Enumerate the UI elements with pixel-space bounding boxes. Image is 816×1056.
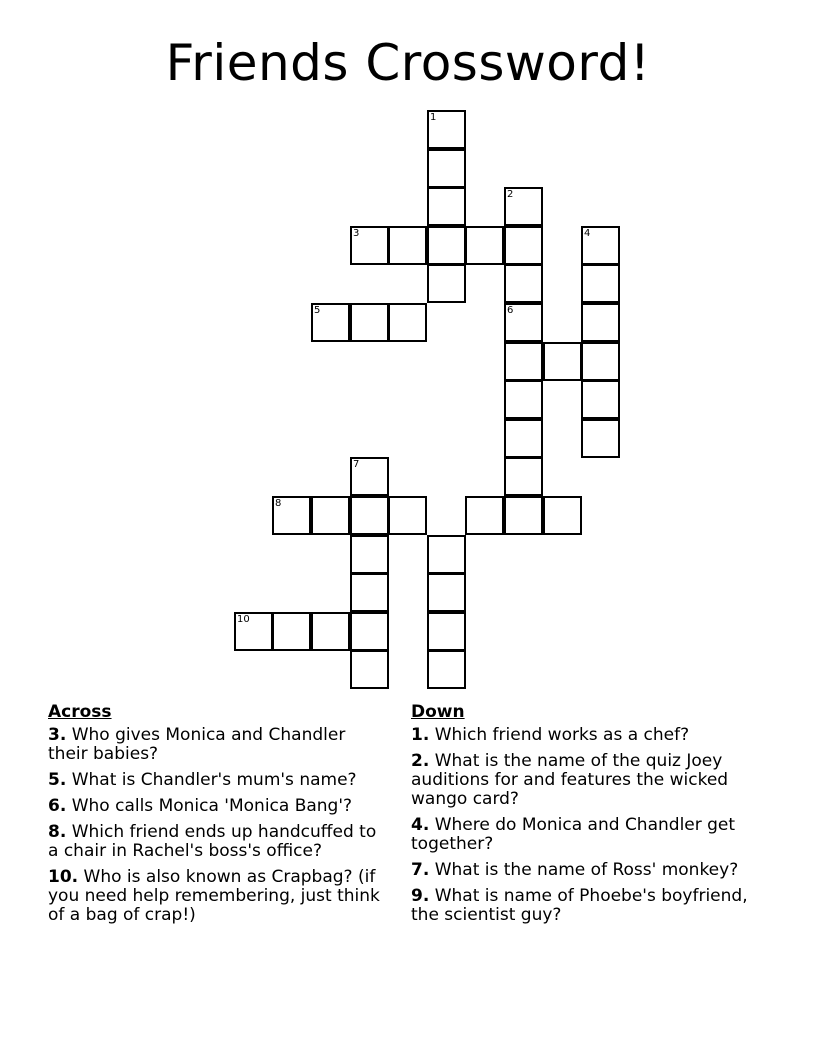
clue-down — [411, 887, 761, 925]
clue-across — [48, 868, 388, 925]
down-heading: Down — [411, 702, 465, 722]
clue-text: Where do Monica and Chandler get together? — [411, 815, 736, 854]
clue-text: What is Chandler's mum's name? — [71, 770, 357, 790]
grid-cell[interactable] — [427, 535, 466, 574]
grid-cell[interactable] — [350, 535, 389, 574]
clue-text: What is the name of the quiz Joey auditions for and features the wicked wango card? — [411, 751, 729, 809]
clue-down — [411, 752, 761, 809]
clue-number-label: 8 — [275, 498, 282, 509]
clue-number-label: 5 — [314, 305, 321, 316]
grid-cell[interactable] — [581, 380, 620, 419]
clue-number-label: 1 — [430, 112, 437, 123]
grid-cell[interactable] — [504, 380, 543, 419]
across-heading: Across — [48, 702, 112, 722]
grid-cell[interactable] — [504, 187, 543, 226]
clue-across — [48, 771, 388, 790]
clue-number-label: 3 — [353, 228, 360, 239]
grid-cell[interactable] — [350, 457, 389, 496]
clue-number: 10. — [48, 867, 79, 887]
grid-cell[interactable] — [504, 303, 543, 342]
clue-number: 6. — [48, 796, 67, 816]
grid-cell[interactable] — [427, 187, 466, 226]
grid-cell[interactable] — [504, 419, 543, 458]
grid-cell[interactable] — [581, 264, 620, 303]
grid-cell[interactable] — [350, 226, 389, 265]
clue-text: Who gives Monica and Chandler their babies? — [48, 725, 346, 764]
clue-number-label: 7 — [353, 459, 360, 470]
grid-cell[interactable] — [388, 303, 427, 342]
grid-cell[interactable] — [388, 226, 427, 265]
clue-number-label: 4 — [584, 228, 591, 239]
grid-cell[interactable] — [272, 496, 311, 535]
grid-cell[interactable] — [234, 612, 273, 651]
clue-down — [411, 726, 761, 745]
grid-cell[interactable] — [465, 226, 504, 265]
grid-cell[interactable] — [350, 303, 389, 342]
clue-number: 1. — [411, 725, 430, 745]
clue-number-label: 6 — [507, 305, 514, 316]
grid-cell[interactable] — [504, 342, 543, 381]
clue-text: Who calls Monica 'Monica Bang'? — [71, 796, 353, 816]
clue-down — [411, 816, 761, 854]
grid-cell[interactable] — [350, 612, 389, 651]
grid-cell[interactable] — [427, 650, 466, 689]
grid-cell[interactable] — [427, 226, 466, 265]
grid-cell[interactable] — [504, 496, 543, 535]
clue-text: Which friend ends up handcuffed to a chair in Rachel's boss's office? — [48, 822, 377, 861]
grid-cell[interactable] — [311, 303, 350, 342]
grid-cell[interactable] — [427, 264, 466, 303]
clue-down — [411, 861, 761, 880]
grid-cell[interactable] — [581, 419, 620, 458]
grid-cell[interactable] — [350, 496, 389, 535]
clue-number: 4. — [411, 815, 430, 835]
down-clues — [411, 702, 761, 932]
clue-number: 5. — [48, 770, 67, 790]
clue-text: What is name of Phoebe's boyfriend, the scientist guy? — [411, 886, 748, 925]
grid-cell[interactable] — [311, 612, 350, 651]
grid-cell[interactable] — [272, 612, 311, 651]
clue-text: Which friend works as a chef? — [434, 725, 690, 745]
clue-across — [48, 797, 388, 816]
clue-text: Who is also known as Crapbag? (if you need help remembering, just think of a bag of crap!) — [48, 867, 380, 925]
grid-cell[interactable] — [350, 650, 389, 689]
grid-cell[interactable] — [311, 496, 350, 535]
clue-number: 7. — [411, 860, 430, 880]
page-title: Friends Crossword! — [165, 34, 651, 92]
grid-cell[interactable] — [504, 226, 543, 265]
grid-cell[interactable] — [465, 496, 504, 535]
grid-cell[interactable] — [543, 496, 582, 535]
grid-cell[interactable] — [504, 457, 543, 496]
grid-cell[interactable] — [427, 612, 466, 651]
grid-cell[interactable] — [504, 264, 543, 303]
grid-cell[interactable] — [427, 573, 466, 612]
grid-cell[interactable] — [581, 342, 620, 381]
clue-number: 3. — [48, 725, 67, 745]
grid-cell[interactable] — [427, 149, 466, 188]
clue-number-label: 2 — [507, 189, 514, 200]
grid-cell[interactable] — [581, 303, 620, 342]
clue-text: What is the name of Ross' monkey? — [434, 860, 739, 880]
clue-across — [48, 726, 388, 764]
clue-number-label: 10 — [237, 614, 250, 625]
across-clues — [48, 702, 388, 932]
grid-cell[interactable] — [388, 496, 427, 535]
grid-cell[interactable] — [350, 573, 389, 612]
clue-number: 2. — [411, 751, 430, 771]
grid-cell[interactable] — [543, 342, 582, 381]
clue-across — [48, 823, 388, 861]
grid-cell[interactable] — [581, 226, 620, 265]
grid-cell[interactable] — [427, 110, 466, 149]
clue-number: 9. — [411, 886, 430, 906]
clue-number: 8. — [48, 822, 67, 842]
